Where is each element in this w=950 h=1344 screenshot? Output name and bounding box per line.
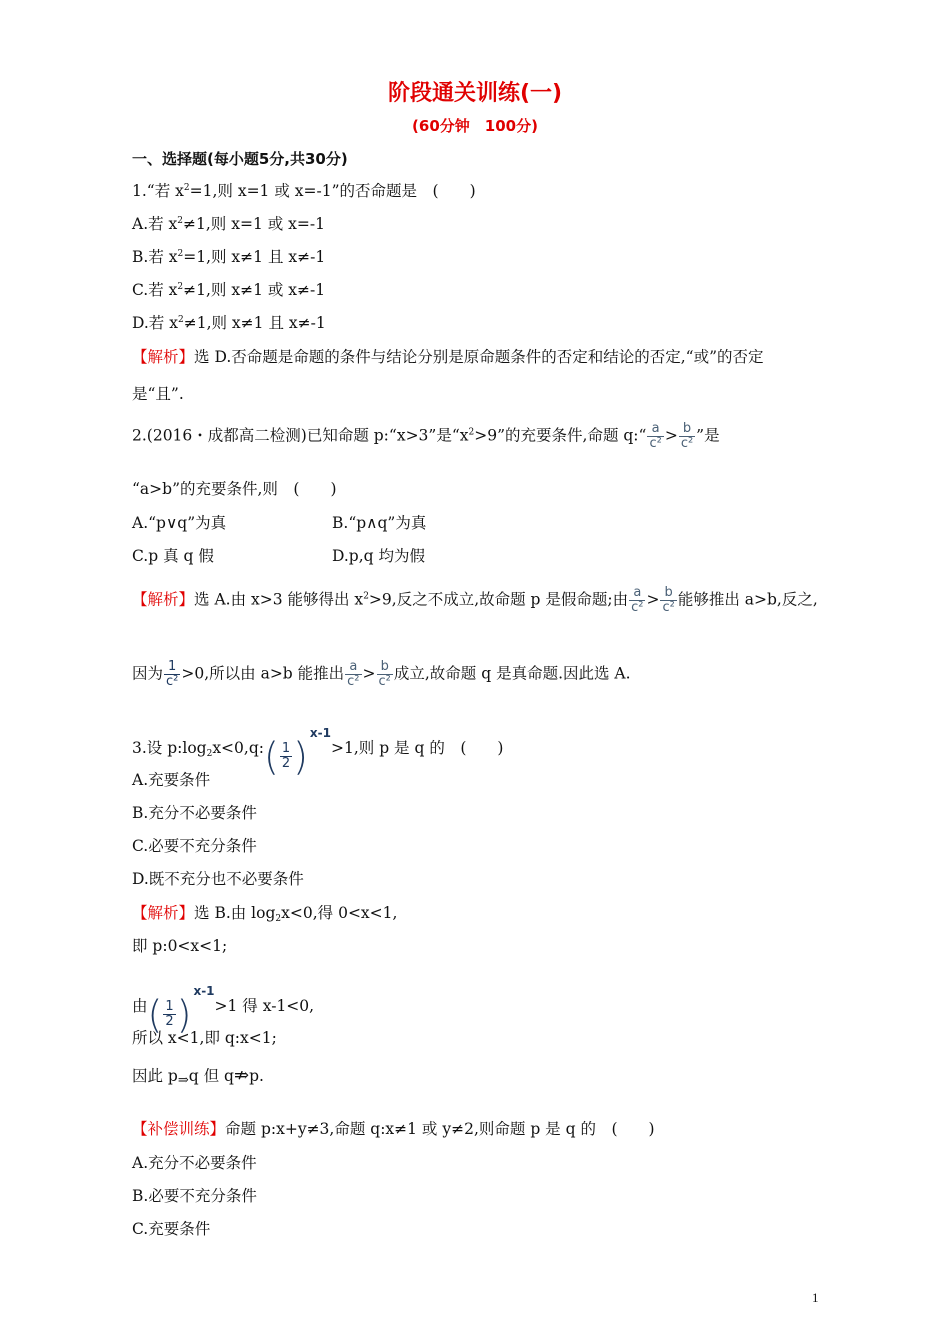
q1-option-b: B.若 $x^2=1$,则 x≠1 且 x≠-1 (132, 248, 326, 266)
q3-option-d: D.既不充分也不必要条件 (132, 870, 304, 888)
q3-option-c: C.必要不充分条件 (132, 837, 257, 855)
q2-option-b: B.“p∧q”为真 (332, 514, 427, 532)
q3-option-a: A.充要条件 (132, 771, 211, 789)
q3-analysis-line3: 由( $\frac{1}{2}$ )$^{x-1}$>1 得 x-1<0, (132, 980, 314, 1034)
analysis-tag: 【解析】 (132, 348, 195, 366)
q1-analysis-cont: 是“且”. (132, 385, 184, 403)
q3-analysis-line2: 即 p:0<x<1; (132, 937, 228, 955)
page-subtitle: (60分钟 100分) (412, 117, 538, 135)
half-power-expression: ( $\frac{1}{2}$ )$^{x-1}$ (147, 984, 215, 1037)
comp-stem: 【补偿训练】命题 p:x+y≠3,命题 q:x≠1 或 y≠2,则命题 p 是 q 的 ( ) (132, 1120, 655, 1138)
q3-analysis: 【解析】选 B.由 $\log_2x<0$,得 0<x<1, (132, 904, 398, 924)
half-power-expression: ( $\frac{1}{2}$ )$^{x-1}$ (263, 726, 331, 779)
q3-option-b: B.充分不必要条件 (132, 804, 257, 822)
section-heading: 一、选择题(每小题5分,共30分) (132, 150, 348, 168)
q3-analysis-line5: 因此 p⇒q 但 q⇏p. (132, 1065, 264, 1092)
q3-analysis-line4: 所以 x<1,即 q:x<1; (132, 1029, 277, 1047)
q2-analysis: 【解析】选 A.由 x>3 能够得出 $x^2>9$,反之不成立,故命题 p 是假命题;由 $\frac{a}{\text{c²}}$ > $\frac{b}{\text{c²}}$ 能够推出 a>b,反之, (132, 585, 818, 615)
q1-analysis: 【解析】选 D.否命题是命题的条件与结论分别是原命题条件的否定和结论的否定,“或”的否定 (132, 348, 764, 366)
comp-option-c: C.充要条件 (132, 1220, 211, 1238)
q1-option-d: D.若 $x^2\ne 1$,则 x≠1 且 x≠-1 (132, 314, 326, 332)
fraction-1-over-c2: $\frac{1}{\text{c²}}$ (166, 659, 179, 689)
q1-option-a: A.若 $x^2\ne 1$,则 x=1 或 x=-1 (132, 215, 326, 233)
analysis-tag: 【解析】 (132, 904, 195, 922)
compensation-tag: 【补偿训练】 (132, 1120, 226, 1138)
q2-stem-cont: “a>b”的充要条件,则 ( ) (132, 480, 337, 498)
fraction-b-over-c2: $\frac{b}{\text{c²}}$ (680, 421, 694, 451)
q1-option-c: C.若 $x^2\ne 1$,则 x≠1 或 x≠-1 (132, 281, 326, 299)
comp-option-a: A.充分不必要条件 (132, 1154, 257, 1172)
implies-symbol: ⇒ (177, 1073, 189, 1088)
page-title: 阶段通关训练(一) (387, 81, 563, 106)
fraction-a-over-c2: $\frac{a}{\text{c²}}$ (649, 421, 662, 451)
q2-stem: 2.(2016・成都高二检测)已知命题 p:“x>3”是“$x^2>9$”的充要条件,命题 q:“ $\frac{a}{\text{c²}}$ > $\frac{b}{\text{c²}}$ ”是 (132, 421, 720, 451)
not-implies-symbol: ⇏ (233, 1065, 250, 1086)
fraction-b-over-c2: $\frac{b}{\text{c²}}$ (378, 659, 391, 689)
q2-option-d: D.p,q 均为假 (332, 547, 426, 565)
analysis-tag: 【解析】 (132, 590, 195, 609)
q2-option-a: A.“p∨q”为真 (132, 514, 227, 532)
fraction-a-over-c2: $\frac{a}{\text{c²}}$ (347, 659, 360, 689)
q2-option-c: C.p 真 q 假 (132, 547, 214, 565)
comp-option-b: B.必要不充分条件 (132, 1187, 257, 1205)
fraction-b-over-c2: $\frac{b}{\text{c²}}$ (662, 585, 675, 615)
fraction-a-over-c2: $\frac{a}{\text{c²}}$ (631, 585, 644, 615)
q3-stem: 3.设 $p:\log_2x<0,q$:( $\frac{1}{2}$ )$^{x-1}$>1,则 p 是 q 的 ( ) (132, 722, 503, 776)
q2-analysis-cont: 因为 $\frac{1}{\text{c²}}$ >0,所以由 a>b 能推出 $\frac{a}{\text{c²}}$ > $\frac{b}{\text{c²}}$ 成立,故命题 q 是真命题.因此选 A. (132, 659, 631, 689)
page-number: 1 (812, 1290, 819, 1305)
q1-stem: 1.“若 $x^2=1$,则 x=1 或 x=-1”的否命题是 ( ) (132, 182, 476, 200)
